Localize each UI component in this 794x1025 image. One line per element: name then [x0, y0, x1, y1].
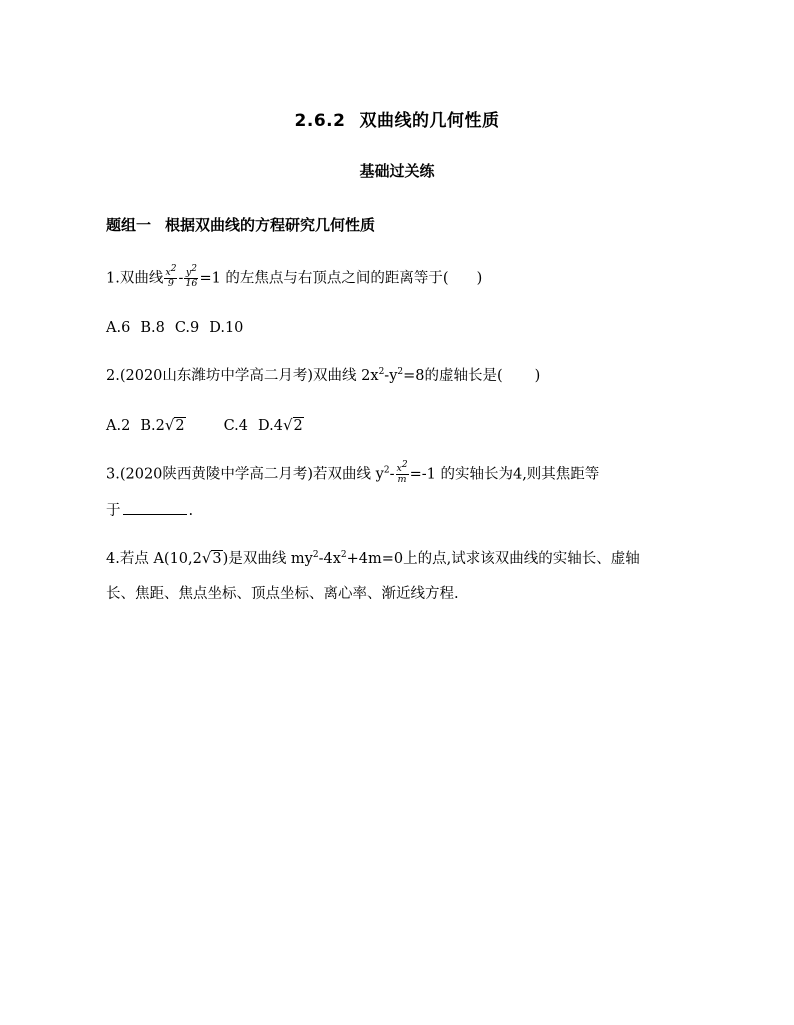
q1-close-paren: )	[476, 270, 483, 287]
q2-option-a[interactable]: A.2	[106, 418, 131, 434]
q1-text: 的左焦点与右顶点之间的距离等于(	[220, 270, 449, 287]
question-3	[106, 459, 600, 485]
q2-exp2: 2	[397, 367, 404, 378]
q1-option-a[interactable]: A.6	[106, 320, 131, 336]
q1-equals: =1	[199, 270, 221, 287]
q4-mid1: )是双曲线 my	[222, 551, 313, 567]
q3-prefix: 3.(2020陕西黄陵中学高二月考)若双曲线 y	[106, 466, 384, 483]
q2-mid: -y	[384, 368, 398, 384]
q1-fraction-y	[184, 263, 198, 289]
section-title-text: 双曲线的几何性质	[359, 111, 500, 131]
q1-option-b[interactable]: B.8	[140, 320, 165, 336]
q1-frac2-num: y	[185, 267, 192, 278]
q4-prefix: 4.若点 A(10,2	[106, 551, 202, 567]
question-4-line-2: 长、焦距、焦点坐标、顶点坐标、离心率、渐近线方程.	[106, 586, 459, 602]
q2-exp: 2	[378, 367, 385, 378]
sqrt-symbol-icon: √2	[282, 416, 303, 434]
section-title	[0, 106, 794, 131]
q1-frac2-exp: 2	[191, 263, 197, 274]
q3-frac-den: m	[397, 474, 407, 485]
q3-end: .	[188, 503, 194, 519]
q4-radicand: 3	[212, 551, 222, 567]
q1-fraction-x	[164, 263, 177, 289]
q3-line2-text: 于	[106, 503, 121, 519]
q2-option-b-prefix: B.2	[140, 418, 165, 434]
q3-text: =-1 的实轴长为4,则其焦距等	[409, 466, 600, 483]
q3-frac-exp: 2	[401, 459, 408, 470]
question-2	[106, 366, 540, 386]
q2-option-b-radicand: 2	[175, 418, 185, 434]
q2-option-d-radicand: 2	[293, 418, 303, 434]
q3-exp: 2	[383, 465, 390, 476]
q3-answer-blank[interactable]	[123, 500, 187, 515]
q3-frac-num: x	[396, 463, 402, 474]
question-group-heading	[106, 214, 375, 235]
q1-frac1-exp: 2	[170, 263, 177, 274]
q2-prefix: 2.(2020山东潍坊中学高二月考)双曲线 2x	[106, 368, 379, 384]
q1-frac1-num: x	[165, 267, 171, 278]
sqrt-symbol-icon: √3	[201, 549, 222, 567]
question-1-options	[106, 318, 253, 338]
q3-fraction	[396, 459, 409, 485]
group-title: 根据双曲线的方程研究几何性质	[165, 216, 376, 234]
q2-option-d-prefix: D.4	[258, 418, 283, 434]
section-subtitle: 基础过关练	[359, 162, 435, 180]
q4-exp2: 2	[340, 550, 347, 561]
q2-text: =8的虚轴长是(	[403, 368, 503, 384]
q2-option-c[interactable]: C.4	[223, 418, 249, 434]
question-1	[106, 263, 483, 289]
question-2-options	[106, 415, 314, 436]
q2-option-d[interactable]	[258, 418, 304, 434]
q1-option-d[interactable]: D.10	[209, 320, 244, 336]
q1-frac2-den: 16	[185, 278, 198, 289]
question-4	[106, 548, 640, 569]
q1-option-c[interactable]: C.9	[174, 320, 200, 336]
group-label: 题组一	[106, 216, 152, 234]
q1-minus: -	[178, 270, 184, 287]
q1-frac1-den: 9	[167, 278, 174, 289]
section-number: 2.6.2	[294, 111, 346, 131]
q4-exp: 2	[312, 550, 319, 561]
sqrt-symbol-icon: √2	[164, 416, 185, 434]
q4-mid2: -4x	[318, 551, 341, 567]
q3-minus: -	[389, 466, 395, 483]
q2-close-paren: )	[534, 368, 541, 384]
question-3-line-2	[106, 500, 193, 521]
q2-option-b[interactable]	[140, 418, 185, 434]
q1-prefix: 1.双曲线	[106, 270, 164, 287]
q4-text: +4m=0上的点,试求该双曲线的实轴长、虚轴	[346, 551, 640, 567]
